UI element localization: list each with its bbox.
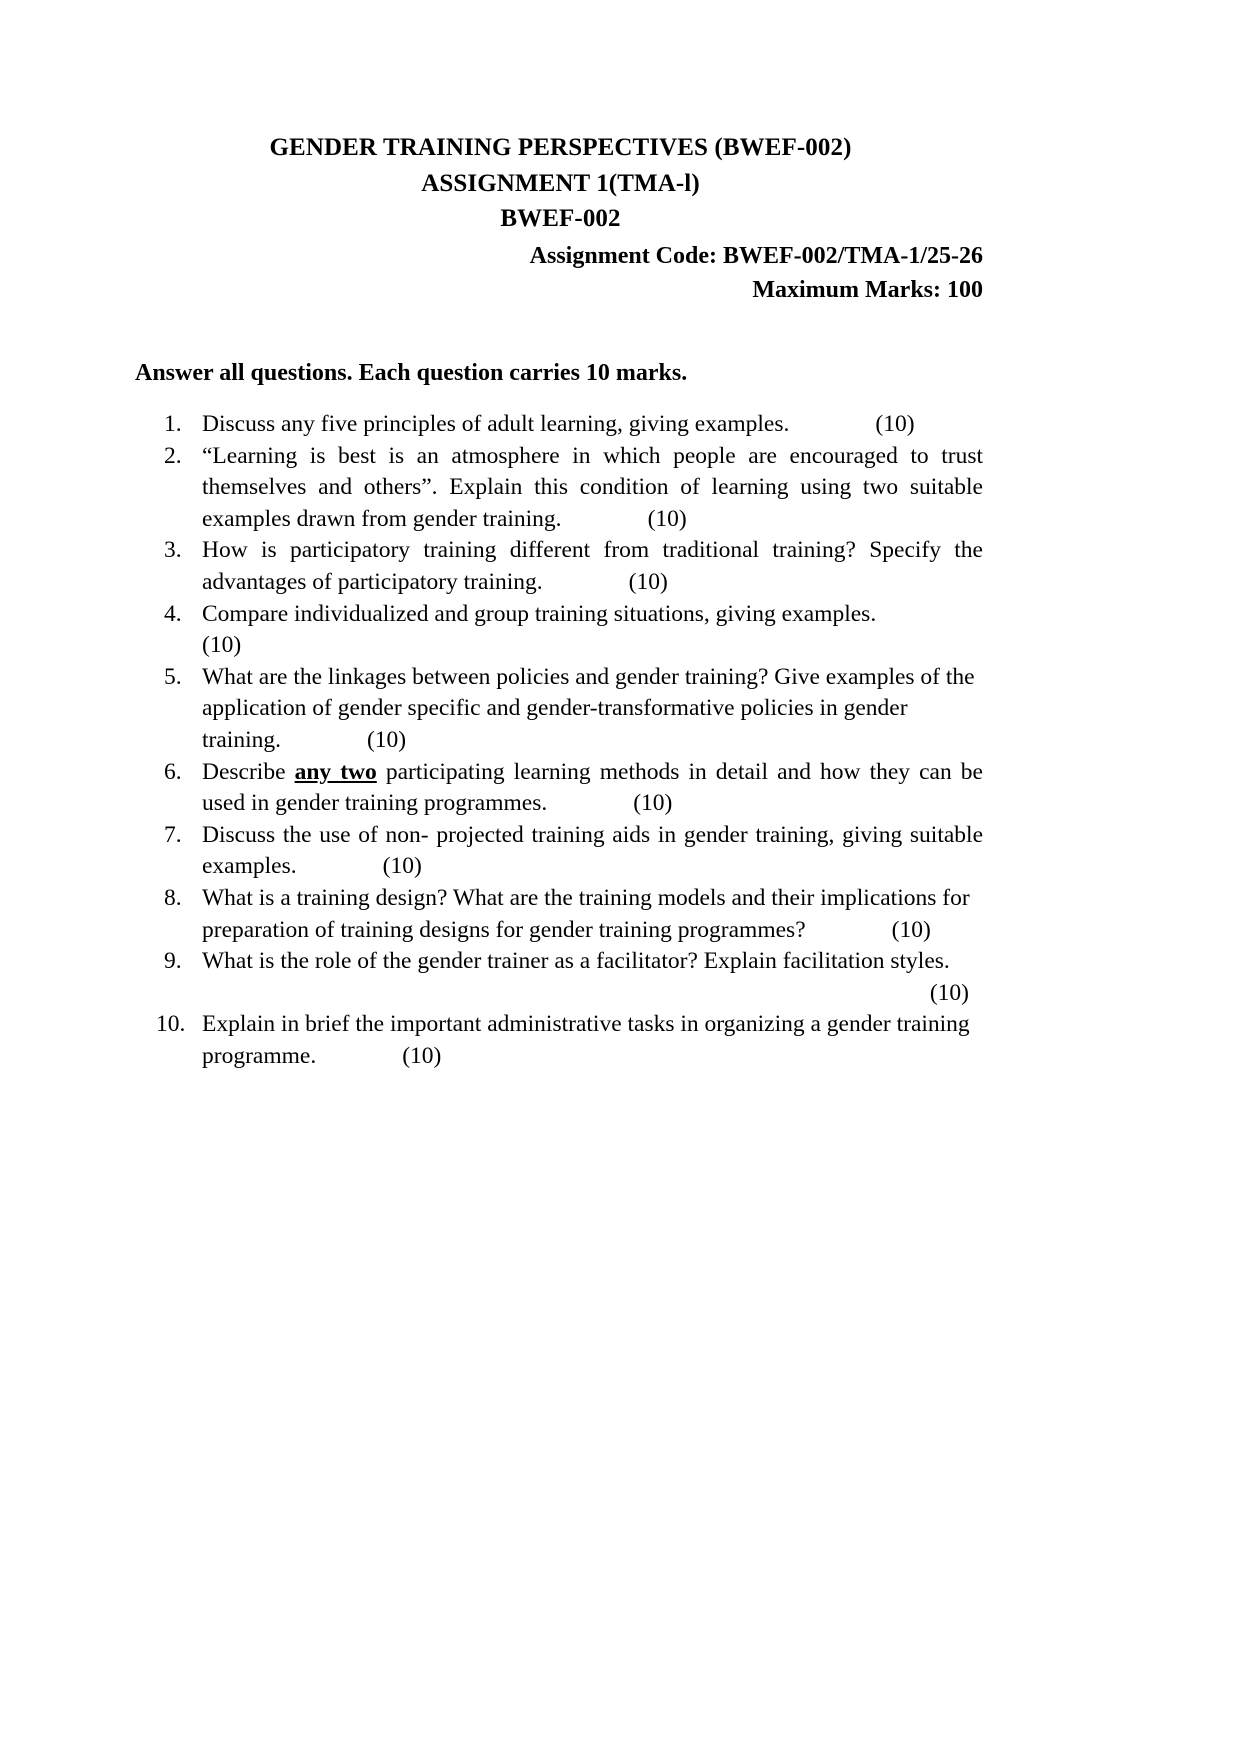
question-text [202,535,983,598]
heading-course-code: BWEF-002 [500,205,621,232]
question-number: 7. [164,821,182,848]
question-marks: (10) [633,790,673,817]
question-text-after: participating learning methods in detail and how they can be used in gender training programmes. [202,758,983,817]
question-list [138,409,983,1072]
document-heading [138,130,983,237]
question-number: 1. [164,411,182,438]
question-body: Discuss the use of non- projected training aids in gender training, giving suitable examples. [202,821,983,880]
heading-assignment-number: ASSIGNMENT 1(TMA-l) [421,169,700,197]
question-body: How is participatory training different from traditional training? Specify the advantages of participatory training. [202,537,983,596]
marks-spacer [316,1041,402,1073]
question-item [138,946,983,1009]
question-text [202,757,983,820]
marks-spacer [876,599,962,631]
question-number: 6. [164,758,182,785]
question-number: 5. [164,663,182,690]
question-marks: (10) [382,853,422,880]
assignment-code-line: Assignment Code: BWEF-002/TMA-1/25-26 [529,242,983,269]
question-body: What are the linkages between policies and gender training? Give examples of the application of gender specific and gender-transformative policies in gender training. [202,663,975,754]
question-number: 2. [164,442,182,469]
question-body: Explain in brief the important administrative tasks in organizing a gender training programme. [202,1011,970,1069]
marks-spacer [562,504,648,536]
marks-spacer [547,788,633,820]
question-marks: (10) [366,727,407,754]
question-number: 8. [164,885,182,911]
question-text [202,409,983,441]
assignment-meta [138,239,983,309]
question-text [202,441,983,536]
question-text [202,820,983,883]
question-number: 9. [164,948,182,975]
question-body: “Learning is best is an atmosphere in which people are encouraged to trust themselves and others”. Explain this condition of learning using two suitable examples drawn from gender training. [202,442,983,532]
maximum-marks-line: Maximum Marks: 100 [752,277,983,304]
question-text [202,883,983,946]
question-marks: (10) [647,505,687,532]
question-item [138,883,983,946]
question-body: What is a training design? What are the training models and their implications for preparation of training designs for gender training programmes? [202,885,970,943]
question-item [138,757,983,820]
question-marks: (10) [891,916,931,943]
question-text [202,1009,983,1072]
heading-course-title: GENDER TRAINING PERSPECTIVES (BWEF-002) [269,134,852,161]
marks-spacer [806,915,892,947]
question-marks: (10) [402,1042,442,1069]
question-item [138,820,983,883]
question-item [138,535,983,598]
question-marks: (10) [628,569,668,596]
question-text [202,946,983,978]
marks-spacer [789,409,875,441]
question-body: Compare individualized and group training situations, giving examples. [202,600,877,627]
question-number: 3. [164,537,182,564]
page-content [135,130,983,1073]
marks-spacer [281,725,367,757]
question-text-before: Describe [202,758,295,785]
question-emphasis: any two [294,758,377,785]
question-item [138,441,983,536]
question-item [138,1009,983,1072]
marks-spacer [297,851,383,883]
question-marks: (10) [929,979,969,1006]
question-body: What is the role of the gender trainer as a facilitator? Explain facilitation styles. [202,948,950,975]
instruction-line: Answer all questions. Each question carries 10 marks. [135,360,688,387]
question-item [138,662,983,757]
question-number: 10. [156,1011,186,1038]
question-item [138,599,983,662]
question-marks: (10) [875,411,915,438]
question-item [138,409,983,441]
question-body: Discuss any five principles of adult learning, giving examples. [202,411,790,438]
question-marks: (10) [202,632,242,659]
question-number: 4. [164,600,182,627]
question-text [202,599,983,662]
marks-spacer [543,567,629,599]
question-text [202,662,983,757]
